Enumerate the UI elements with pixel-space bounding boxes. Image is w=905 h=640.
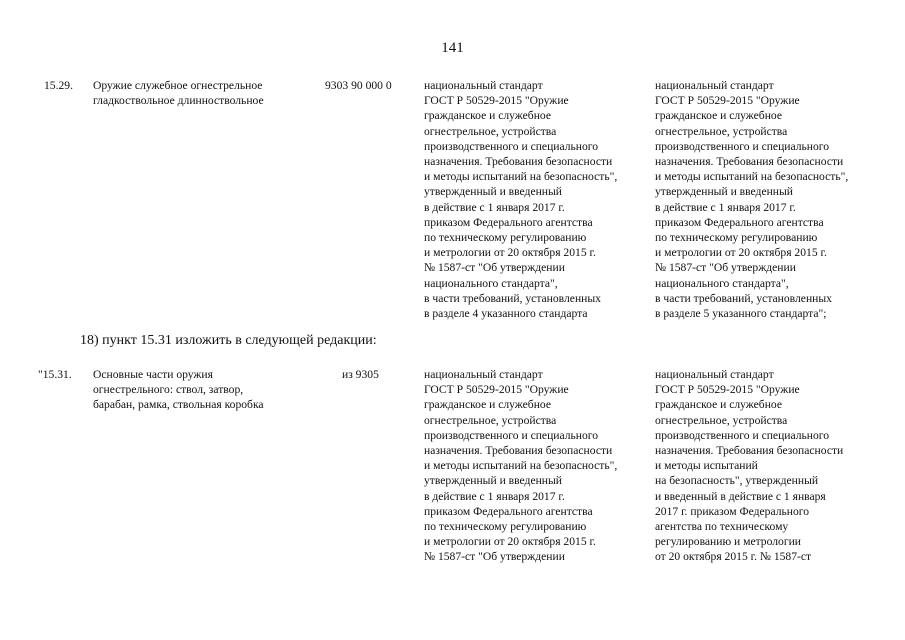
item-number: "15.31. — [38, 368, 72, 381]
amendment-instruction: 18) пункт 15.31 изложить в следующей редакции: — [80, 333, 377, 348]
standard-column-2: национальный стандарт ГОСТ Р 50529-2015 "Оружие гражданское и служебное огнестрельное, устройства производственного и специального назначения. Требования безопасности и методы испытаний на безопасность", утвержденный и введенный в действие с 1 января 2017 г. приказом Федерального агентства по техническому регулированию и метрологии от 20 октября 2015 г. № 1587-ст — [655, 368, 844, 564]
standard-column-2: национальный стандарт ГОСТ Р 50529-2015 "Оружие гражданское и служебное огнестрельное, устройства производственного и специального назначения. Требования безопасности и методы испытаний на безопасность", утвержденный и введенный в действие с 1 января 2017 г. приказом Федерального агентства по техническому регулированию и метрологии от 20 октября 2015 г. № 1587-ст "Об утверждении национального стандарта", в части требований, установленных в разделе 5 указанного стандарта"; — [655, 79, 849, 321]
item-name: Оружие служебное огнестрельное гладкоствольное длинноствольное — [93, 79, 264, 108]
item-number: 15.29. — [44, 79, 73, 92]
item-name: Основные части оружия огнестрельного: ствол, затвор, барабан, рамка, ствольная коробка — [93, 368, 264, 412]
item-code: из 9305 — [342, 368, 379, 381]
standard-column-1: национальный стандарт ГОСТ Р 50529-2015 "Оружие гражданское и служебное огнестрельное, устройства производственного и специального назначения. Требования безопасности и методы испытаний на безопасность", утвержденный и введенный в действие с 1 января 2017 г. приказом Федерального агентства по техническому регулированию и метрологии от 20 октября 2015 г. № 1587-ст "Об утверждении — [424, 368, 618, 564]
item-code: 9303 90 000 0 — [325, 79, 392, 92]
standard-column-1: национальный стандарт ГОСТ Р 50529-2015 "Оружие гражданское и служебное огнестрельное, устройства производственного и специального назначения. Требования безопасности и методы испытаний на безопасность", утвержденный и введенный в действие с 1 января 2017 г. приказом Федерального агентства по техническому регулированию и метрологии от 20 октября 2015 г. № 1587-ст "Об утверждении национального стандарта", в части требований, установленных в разделе 4 указанного стандарта — [424, 79, 618, 321]
page-number: 141 — [441, 40, 464, 56]
